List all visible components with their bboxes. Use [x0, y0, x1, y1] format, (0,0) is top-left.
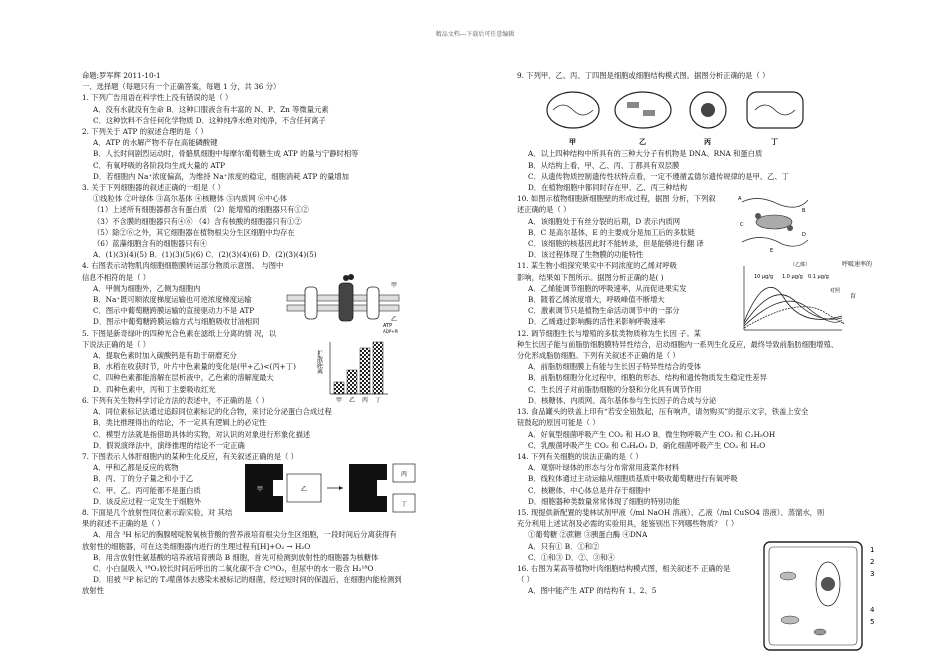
question-line: 14. 下列有关细胞的说法正确的是（ ）: [517, 451, 643, 461]
question-line: 13. 食品罐头的铁盖上印有“若安全钮鼓起，压有响声，请勿购买”的提示文字，铁盖上安全: [517, 407, 809, 417]
option-line: A．提取色素时加入碳酸钙是有助于研磨充分: [93, 351, 237, 361]
option-line: C．小白鼠吸入 ¹⁸O₂较长时间后呼出的二氧化碳不含 C¹⁸O₂，但尿中的水一般含 H₂¹⁸O: [93, 563, 374, 573]
wall-letter-e: E: [770, 248, 774, 254]
structure-label-4: 丁: [771, 138, 778, 146]
option-line: A．该细胞处于有丝分裂的后期，D 表示内质网: [528, 216, 681, 226]
option-line: C．从遗传物质控制遗传性状特点看，一定不遵循孟德尔遗传规律的是甲、乙、丁: [528, 171, 789, 181]
exam-meta: 命题:罗军辉 2011-10-1: [82, 71, 161, 80]
option-line: B．Na⁺既可顺浓度梯度运输也可逆浓度梯度运输: [93, 295, 252, 305]
option-line: C．激素调节只是植物生命活动调节中的一部分: [528, 306, 680, 316]
reaction-figure: [243, 460, 418, 516]
reaction-label-2: 乙: [301, 486, 308, 493]
cell-wall-figure: [738, 192, 812, 254]
option-line: B．人长时间剧烈运动时，骨骼肌细胞中每摩尔葡萄糖生成 ATP 的量与宁静时相等: [93, 149, 359, 159]
option-line: C．模型方法就是指借助具体的实物，对认识的对象进行形象化描述: [93, 429, 311, 439]
option-line: D．该过程体现了生物膜的功能特性: [528, 250, 644, 260]
wall-letter-c: C: [740, 222, 744, 228]
cell-number-3: 3: [870, 570, 875, 578]
option-line: D．细胞器种类数量常常体现了细胞的特别功能: [528, 496, 680, 506]
question-line: 种生长因子能与前脂肪细胞膜特异性结合，启动细胞内一系列生化反应，最终导致前脂肪细胞增殖、: [517, 339, 839, 349]
option-line: A．(1)(3)(4)(5) B．(1)(3)(5)(6) C．(2)(3)(4)(6) D．(2)(3)(4)(5): [93, 250, 317, 260]
left-column: [82, 70, 465, 597]
option-line: D．在植物细胞中都同时存在甲、乙、丙三种结构: [528, 183, 688, 193]
question-line: 16. 右图为某高等植物叶肉细胞结构模式图，相关叙述不 正确的是: [517, 563, 731, 573]
question-line: 2. 下列关于 ATP 的叙述合理的是（ ）: [82, 127, 208, 137]
reaction-label-3: 丙: [401, 471, 408, 478]
option-line: （3）不含膜的细胞器只有④⑥ （4）含有核酸的细胞器只有①②: [93, 216, 302, 226]
side-b-label: 乙: [391, 316, 398, 323]
option-line: ①葡萄糖 ②蔗糖 ③胰蛋白酶 ④DNA: [528, 530, 648, 540]
option-line: C．四种色素都能溶解在层析液中，乙色素的溶解度最大: [93, 373, 274, 383]
option-line: A．好氧型细菌呼吸产生 CO₂ 和 H₂O B．微生物呼吸产生 CO₂ 和 C₂H₅OH: [528, 429, 776, 439]
structure-label-1: 甲: [569, 138, 576, 146]
atp-label: ATP: [383, 323, 393, 329]
question-line: 果的叙述不正确的是（ ）: [82, 519, 165, 529]
cell-number-4: 4: [870, 606, 875, 614]
option-line: D．核糖体、内质网、高尔基体参与生长因子的合成与分泌: [528, 395, 717, 405]
option-line: C．核糖体、中心体总是并存于细胞中: [528, 485, 651, 495]
pigment-label-4: 丁: [375, 397, 382, 404]
question-line: 9. 下列甲、乙、丙、丁四图是细胞或细胞结构模式图。据图分析正确的是（ ）: [517, 71, 770, 80]
option-line: D．四种色素中，丙和丁主要吸收红光: [93, 384, 216, 394]
option-line: A．甲和乙都是反应的底物: [93, 463, 179, 473]
wall-letter-a: A: [738, 196, 742, 202]
pigment-axis-label: 扩散距离: [315, 350, 323, 374]
question-line: 影响，结果如下图所示。据图分析正确的是( ): [517, 272, 664, 282]
option-line: D．用被 ³²P 标记的 T₂噬菌体去感染未被标记的细菌，经过短时间的保温后，在细胞内能检测到: [93, 575, 402, 585]
cell-structures-figure: [543, 84, 805, 148]
option-line: B．水稻在收获时节，叶片中色素量的变化是(甲+乙)<(丙+丁): [93, 362, 296, 372]
question-line: 4. 右图表示动物肌肉细胞细胞膜转运部分物质示意图。 与图中: [82, 261, 284, 271]
question-line: 6. 下列有关生物科学讨论方法的表述中，不正确的是（ ）: [82, 395, 269, 405]
plant-cell-figure: [760, 540, 882, 652]
wall-letter-b: B: [802, 208, 806, 214]
option-line: C．有氧呼吸的各阶段均生成大量的 ATP: [93, 160, 226, 170]
option-line: A．没有水就没有生命 B．这种口服液含有丰富的 N、P、Zn 等微量元素: [93, 104, 329, 114]
option-line: C．生长因子对前脂肪细胞的分裂和分化具有调节作用: [528, 384, 702, 394]
option-line: B．类比推理得出的结论，不一定具有逻辑上的必定性: [93, 418, 267, 428]
pigment-label-2: 乙: [349, 397, 356, 404]
graph-series-2: 1.0 μg/g: [782, 274, 803, 280]
option-line: C．甲、乙、丙可能都不是蛋白质: [93, 485, 201, 495]
option-line: B．从结构上看，甲、乙、丙、丁都具有双层膜: [528, 160, 680, 170]
pigment-label-3: 丙: [362, 397, 369, 404]
reaction-label-4: 丁: [401, 501, 408, 508]
side-a-label: 甲: [391, 282, 398, 289]
question-line: （ ）: [517, 575, 534, 585]
option-line: C．该细胞的核基因此时不能转录，但是能够进行翻 译: [528, 239, 704, 249]
pigment-label-1: 甲: [336, 397, 343, 404]
question-line: 15. 现提供新配置的斐林试剂甲液（/ml NaOH 溶液）、乙液（/ml CuSO4 溶液）、蒸馏水，则: [517, 507, 825, 517]
page-header: 精品文档---下载后可任意编辑: [435, 31, 515, 38]
option-line: C．①和③ D．②、③和④: [528, 552, 615, 562]
question-line: 8. 下面是几个放射性同位素示踪实验，对 其结: [82, 507, 233, 517]
option-line: D．假说演绎法中，演绎推理的结论不一定正确: [93, 440, 245, 450]
cell-number-5: 5: [870, 618, 875, 626]
adp-label: ADP+Pi: [383, 329, 399, 334]
question-line: 分化形成脂肪细胞。下列有关叙述不正确的是（ ）: [517, 351, 680, 361]
pigment-separation-figure: [315, 340, 390, 404]
membrane-transport-figure: [287, 273, 399, 335]
option-line: B．丙、丁的分子量之和小于乙: [93, 474, 194, 484]
question-line: 充分利用上述试剂及必需的实验用具，能鉴别出下列哪些物质？（ ）: [517, 519, 739, 529]
option-line: B．用含放射性氨基酸的培养液培育胰岛 B 细胞，首先可检测到放射性的细胞器为核糖体: [93, 552, 379, 562]
option-line: B．线粒体通过主动运输从细胞质基质中吸收葡萄糖进行有氧呼吸: [528, 474, 738, 484]
cell-number-1: 1: [870, 546, 875, 554]
question-line: 放射性: [82, 586, 104, 596]
option-line: （6）蓝藻细胞含有的细胞器只有④: [93, 239, 208, 249]
option-line: A．同位素标记法通过追踪同位素标记的化合物，来讨论分泌蛋白合成过程: [93, 407, 332, 417]
cell-number-2: 2: [870, 558, 875, 566]
option-line: （1）上述所有细胞器都含有蛋白质 （2）能增殖的细胞器只有①②: [93, 205, 309, 215]
option-line: B．随着乙烯浓度增大，呼吸峰值不断增大: [528, 295, 665, 305]
graph-legend-sub: （乙烯）: [790, 262, 811, 268]
question-line: 7. 下图表示人体肝细胞内的某种生化反应，有关叙述正确的是（ ）: [82, 451, 298, 461]
option-line: C．这种饮料不含任何化学物质 D．这种纯净水绝对纯净，不含任何离子: [93, 115, 326, 125]
option-line: A．甲侧为细胞外，乙侧为细胞内: [93, 283, 201, 293]
question-line: 放射性的细胞器，可在这类细胞器内进行的生理过程有[H]+O₂ → H₂O: [82, 541, 311, 551]
wall-letter-d: D: [802, 232, 806, 238]
question-line: 钮鼓起的原因可能是（ ）: [517, 418, 600, 428]
question-line: 11. 某生物小组探究果实中不同浓度的乙烯对呼吸: [517, 261, 677, 271]
option-line: A．前脂肪细胞膜上有能与生长因子特异性结合的受体: [528, 362, 702, 372]
question-line: 12. 调节细胞生长与增殖的多肽类物质称为生长因 子。某: [517, 328, 702, 338]
option-line: D．该反应过程一定发生于细胞外: [93, 496, 202, 506]
option-line: A．乙烯能调节细胞的呼吸速率，从而促进果实发: [528, 283, 687, 293]
question-line: 下说法正确的是（ ）: [82, 339, 150, 349]
option-line: ①线粒体 ②叶绿体 ③高尔基体 ④核糖体 ⑤内质网 ⑥中心体: [93, 194, 288, 204]
option-line: A．只有① B．①和②: [528, 541, 600, 551]
graph-x-suffix: 育: [850, 293, 857, 300]
question-line: 述正确的是（ ）: [517, 205, 571, 215]
graph-series-4: 对照: [830, 288, 841, 294]
reaction-label-1: 甲: [257, 486, 264, 493]
option-line: A．用含 ³H 标记的胸腺嘧啶脱氧核苷酸的营养液培育根尖分生区细胞，一段时间后分离获得有: [93, 530, 397, 540]
option-line: D．乙烯通过影响酶的活性来影响呼吸速率: [528, 317, 666, 327]
graph-series-1: 10 μg/g: [754, 274, 774, 280]
question-line: 10. 如图示植物细胞新细胞壁的形成过程，据图 分析，下列叙: [517, 194, 716, 204]
respiration-graph: [738, 258, 900, 338]
question-line: 信息不相符的是（ ）: [82, 272, 150, 282]
option-line: A．以上四种结构中所具有的三种大分子有机物是 DNA、RNA 和蛋白质: [528, 149, 763, 159]
option-line: A．ATP 的水解产物不存在高能磷酸键: [93, 138, 218, 148]
question-line: 5. 下图是新奇绿叶的四种光合色素在滤纸上分离的情 况，以: [82, 328, 277, 338]
option-line: D．若细胞内 Na⁺浓度偏高，为维持 Na⁺浓度的稳定，细胞消耗 ATP 的量增加: [93, 171, 349, 181]
graph-series-3: 0.1 μg/g: [808, 274, 829, 280]
option-line: B．前脂肪细胞分化过程中，细胞的形态、结构和遗传物质发生稳定性差异: [528, 373, 767, 383]
structure-label-2: 乙: [639, 138, 646, 146]
question-line: 1. 下列广告用语在科学性上没有错误的是（ ）: [82, 93, 233, 103]
question-line: 3. 关于下列细胞器的叙述正确的一组是（ ）: [82, 183, 225, 193]
option-line: D．图示中葡萄糖跨膜运输方式与细胞吸收甘油相同: [93, 317, 260, 327]
section-heading: 一、选择题（每题只有一个正确答案，每题 1 分，共 36 分）: [82, 82, 281, 92]
option-line: B．C 是高尔基体，E 的主要成分是加工后的多肽链: [528, 227, 695, 237]
option-line: C．乳酸菌呼吸产生 CO₂ 和 C₃H₆O₃ D．硝化细菌呼吸产生 CO₂ 和 H₂O: [528, 440, 766, 450]
structure-label-3: 丙: [704, 138, 711, 146]
graph-legend-top: 呼吸速率的: [842, 261, 873, 268]
option-line: A．图中能产生 ATP 的结构有 1、2、5: [528, 586, 657, 596]
option-line: A．观察叶绿体的形态与分布常常用菠菜作材料: [528, 463, 680, 473]
option-line: （5）除②⑥之外，其它细胞器在植物根尖分生区细胞中均存在: [93, 227, 295, 237]
option-line: C．图示中葡萄糖跨膜运输的直接驱动力不是 ATP: [93, 306, 255, 316]
